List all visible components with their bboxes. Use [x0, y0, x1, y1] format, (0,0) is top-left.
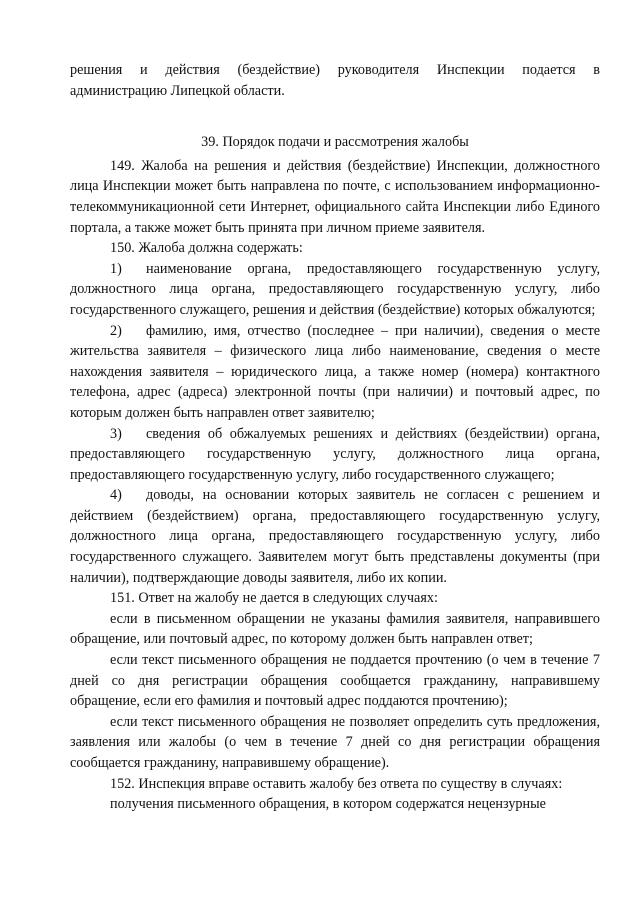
paragraph-152: 152. Инспекция вправе оставить жалобу без ответа по существу в случаях: — [110, 775, 563, 792]
paragraph-151-case-3: если текст письменного обращения не позволяет определить суть предложения, заявления или жалобы (о чем в течение 7 дней со дня регистрации обращения сообщается гражданину, направившему обращение). — [70, 713, 600, 771]
paragraph-150: 150. Жалоба должна содержать: — [110, 240, 303, 257]
paragraph-152-first-case: получения письменного обращения, в котором содержатся нецензурные — [110, 796, 546, 813]
paragraph-150-item-3 — [70, 424, 600, 486]
paragraph-150-item-1 — [70, 259, 600, 321]
item-text: наименование органа, предоставляющего государственную услугу, должностного лица органа, предоставляющего государственную услугу, либо государственного служащего, решения и действия (бездействие) которых обжалуются; — [70, 260, 600, 318]
item-text: доводы, на основании которых заявитель не согласен с решением и действием (бездействием) органа, предоставляющего государственную услугу, должностного лица органа, предоставляющего государственную услугу, либо государственного служащего. Заявителем могут быть представлены документы (при наличии), подтверждающие доводы заявителя, либо их копии. — [70, 487, 600, 586]
item-text: фамилию, имя, отчество (последнее – при наличии), сведения о месте жительства заявителя – физического лица либо наименование, сведения о месте нахождения заявителя – юридического лица, а также номер (номера) контактного телефона, адрес (адреса) электронной почты (при наличии) и почтовый адрес, по которым должен быть направлен ответ заявителю; — [70, 322, 600, 421]
document-page — [70, 60, 600, 815]
item-number: 4) — [110, 487, 122, 504]
item-number: 2) — [110, 322, 122, 339]
paragraph-149: 149. Жалоба на решения и действия (бездействие) Инспекции, должностного лица Инспекции может быть направлена по почте, с использованием информационно-телекоммуникационной сети Интернет, официального сайта Инспекции либо Единого портала, а также может быть принята при личном приеме заявителя. — [70, 157, 600, 236]
item-number: 3) — [110, 425, 122, 442]
item-text: сведения об обжалуемых решениях и действиях (бездействии) органа, предоставляющего государственную услугу, должностного лица органа, предоставляющего государственную услугу, либо государственного служащего; — [70, 425, 600, 483]
section-title: 39. Порядок подачи и рассмотрения жалобы — [201, 134, 469, 151]
item-number: 1) — [110, 260, 122, 277]
paragraph-151-case-2: если текст письменного обращения не поддается прочтению (о чем в течение 7 дней со дня регистрации обращения сообщается гражданину, направившему обращение, если его фамилия и почтовый адрес поддаются прочтению); — [70, 652, 600, 710]
paragraph-151: 151. Ответ на жалобу не дается в следующих случаях: — [110, 590, 438, 607]
paragraph-150-item-4 — [70, 485, 600, 588]
paragraph-150-item-2 — [70, 321, 600, 424]
continuation-paragraph: решения и действия (бездействие) руководителя Инспекции подается в администрацию Липецкой области. — [70, 62, 600, 99]
paragraph-151-case-1: если в письменном обращении не указаны фамилия заявителя, направившего обращение, или почтовый адрес, по которому должен быть направлен ответ; — [70, 610, 600, 648]
